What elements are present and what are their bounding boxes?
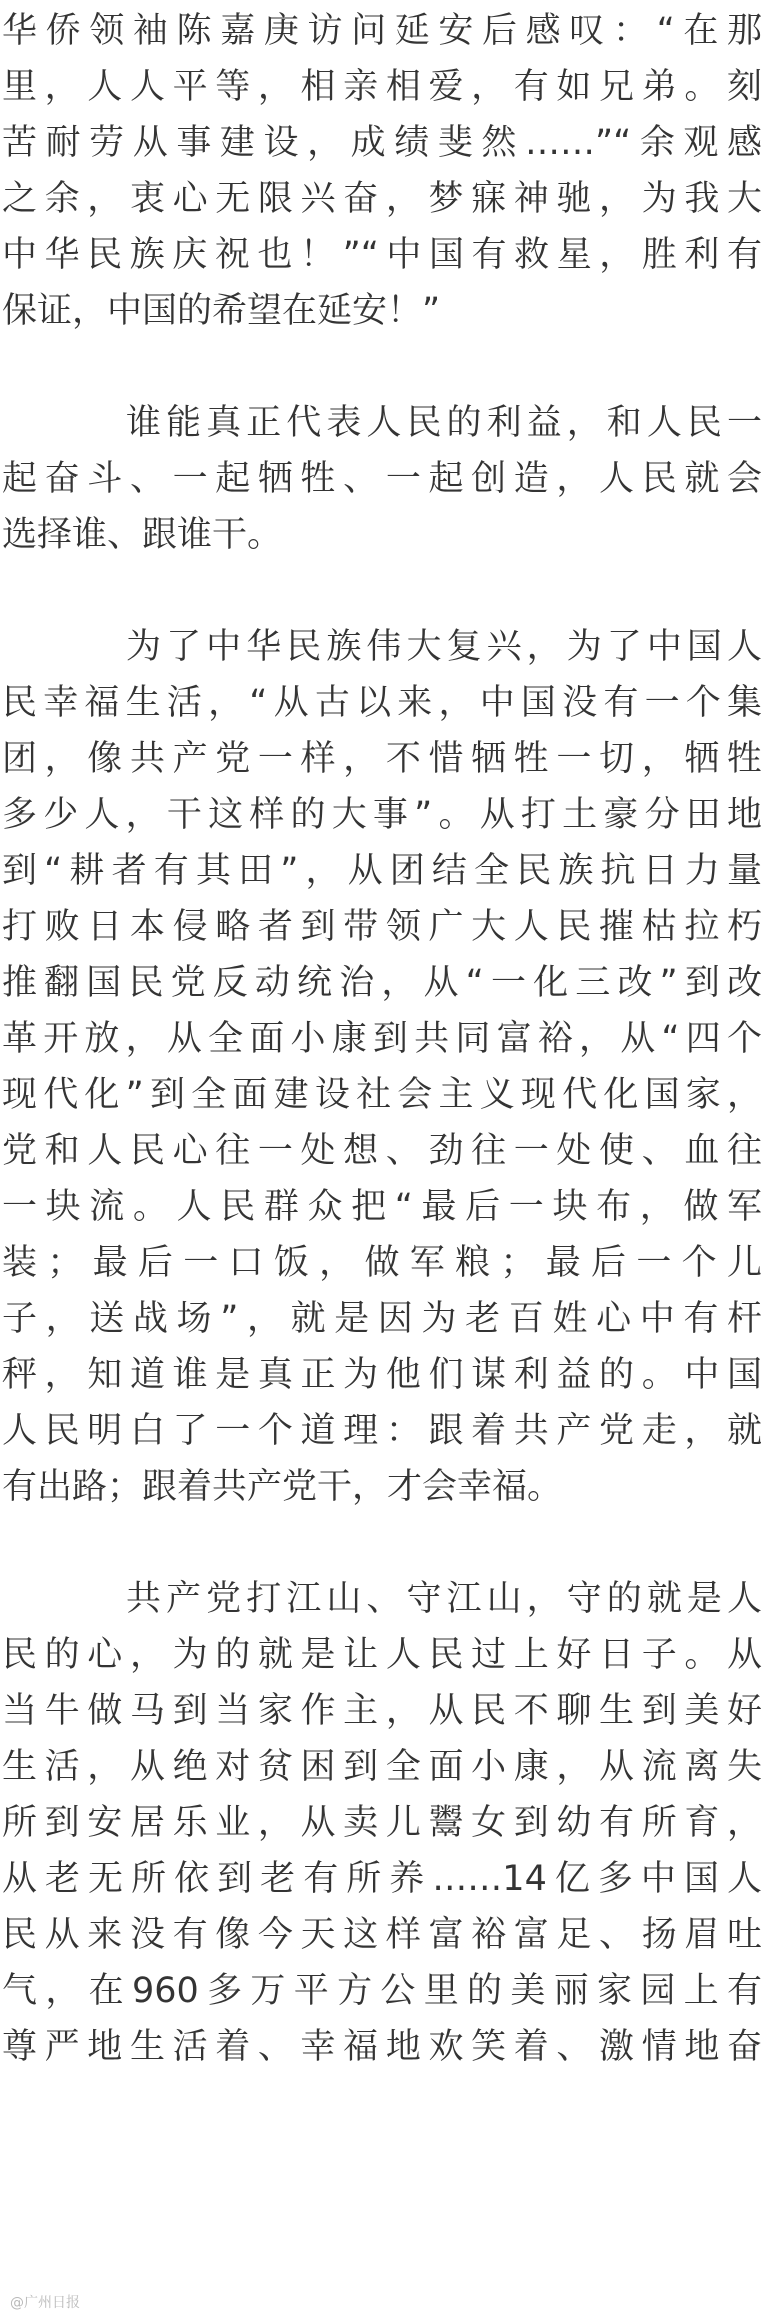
paragraph-3-line-16: 有出路；跟着共产党干，才会幸福。 (2, 1467, 563, 1507)
paragraph-3-line-12: 装；最后一口饭，做军粮；最后一个儿 (2, 1243, 762, 1283)
paragraph-4-line-4: 生活，从绝对贫困到全面小康，从流离失 (2, 1747, 762, 1787)
paragraph-2-line-2: 起奋斗、一起牺牲、一起创造，人民就会 (2, 459, 762, 499)
paragraph-3-line-9: 现代化”到全面建设社会主义现代化国家， (2, 1075, 762, 1115)
paragraph-3-line-15: 人民明白了一个道理：跟着共产党走，就 (2, 1411, 762, 1451)
paragraph-4-line-3: 当牛做马到当家作主，从民不聊生到美好 (2, 1691, 762, 1731)
paragraph-2-line-3: 选择谁、跟谁干。 (2, 515, 283, 555)
paragraph-1-line-6: 保证，中国的希望在延安！” (2, 291, 441, 331)
paragraph-3-line-4: 多少人，干这样的大事”。从打土豪分田地 (2, 795, 762, 835)
paragraph-4-line-9: 尊严地生活着、幸福地欢笑着、激情地奋 (2, 2027, 762, 2067)
paragraph-1-line-5: 中华民族庆祝也！”“中国有救星，胜利有 (2, 235, 762, 275)
paragraph-1-line-4: 之余，衷心无限兴奋，梦寐神驰，为我大 (2, 179, 762, 219)
paragraph-3-line-14: 秤，知道谁是真正为他们谋利益的。中国 (2, 1355, 762, 1395)
paragraph-4-line-6: 从老无所依到老有所养……14亿多中国人 (2, 1859, 762, 1899)
paragraph-3-line-8: 革开放，从全面小康到共同富裕，从“四个 (2, 1019, 762, 1059)
paragraph-4-line-5: 所到安居乐业，从卖儿鬻女到幼有所育， (2, 1803, 762, 1843)
paragraph-2-line-1: 谁能真正代表人民的利益，和人民一 (126, 403, 762, 443)
paragraph-3-line-2: 民幸福生活，“从古以来，中国没有一个集 (2, 683, 762, 723)
paragraph-3-line-11: 一块流。人民群众把“最后一块布，做军 (2, 1187, 762, 1227)
paragraph-3-line-7: 推翻国民党反动统治，从“一化三改”到改 (2, 963, 762, 1003)
paragraph-4-line-8: 气，在960多万平方公里的美丽家园上有 (2, 1971, 762, 2011)
paragraph-4-line-1: 共产党打江山、守江山，守的就是人 (126, 1579, 762, 1619)
paragraph-3-line-13: 子，送战场”，就是因为老百姓心中有杆 (2, 1299, 762, 1339)
paragraph-1-line-3: 苦耐劳从事建设，成绩斐然……”“余观感 (2, 123, 762, 163)
paragraph-3-line-1: 为了中华民族伟大复兴，为了中国人 (126, 627, 762, 667)
paragraph-4-line-7: 民从来没有像今天这样富裕富足、扬眉吐 (2, 1915, 762, 1955)
paragraph-1-line-2: 里，人人平等，相亲相爱，有如兄弟。刻 (2, 67, 762, 107)
paragraph-3-line-6: 打败日本侵略者到带领广大人民摧枯拉朽 (2, 907, 762, 947)
paragraph-3-line-5: 到“耕者有其田”，从团结全民族抗日力量 (2, 851, 762, 891)
source-watermark: @广州日报 (10, 2295, 80, 2311)
paragraph-4-line-2: 民的心，为的就是让人民过上好日子。从 (2, 1635, 762, 1675)
paragraph-1-line-1: 华侨领袖陈嘉庚访问延安后感叹：“在那 (2, 11, 762, 51)
paragraph-3-line-10: 党和人民心往一处想、劲往一处使、血往 (2, 1131, 762, 1171)
paragraph-3-line-3: 团，像共产党一样，不惜牺牲一切，牺牲 (2, 739, 762, 779)
